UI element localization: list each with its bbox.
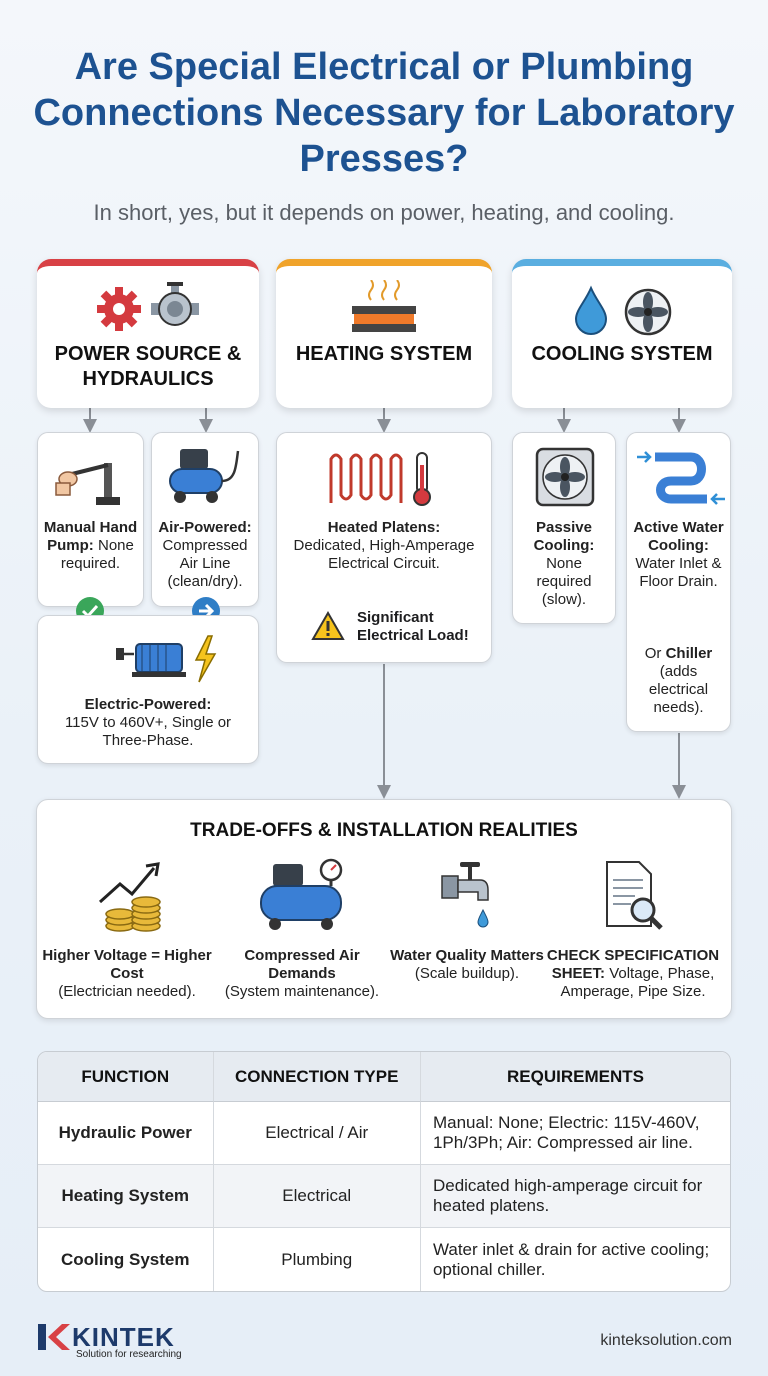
water-pipe-icon [635,447,727,509]
gear-pump-icon [37,280,259,338]
electric-motor-icon [112,632,222,688]
tradeoffs-panel [36,799,732,1019]
tradeoff-air [217,856,387,1001]
heated-plate-icon [276,280,492,338]
tradeoffs-title: TRADE-OFFS & INSTALLATION REALITIES [190,820,578,841]
requirements-table [37,1051,731,1292]
heated-title: Heated Platens: [327,519,441,536]
tradeoff-voltage-text: (Electrician needed). [58,983,196,1000]
electric-text: 115V to 460V+, Single or Three-Phase. [64,714,232,749]
card-passive-cooling [512,432,616,624]
cell-requirements: Manual: None; Electric: 115V-460V, 1Ph/3Ph; Air: Compressed air line. [420,1102,730,1165]
tradeoff-water-bold: Water Quality Matters [390,947,544,964]
hand-pump-icon [54,449,130,509]
category-heating [276,259,492,408]
card-air-powered [151,432,259,607]
tradeoff-spec-bold: CHECK SPECIFICATION SHEET: [546,947,720,982]
category-power [37,259,259,408]
chiller-bold: Chiller [665,645,713,662]
card-heated-platens [276,432,492,663]
brand-name: KINTEK [72,1322,175,1352]
header-function: FUNCTION [38,1052,213,1102]
active-title: Active Water Cooling: [633,519,724,554]
table-row [38,1228,730,1291]
chiller-prefix: Or [644,645,662,662]
cell-connection: Electrical [213,1165,420,1228]
cell-function: Cooling System [61,1249,190,1269]
table-row [38,1102,730,1165]
cell-requirements: Dedicated high-amperage circuit for heated platens. [420,1165,730,1228]
table-row [38,1165,730,1228]
tradeoff-water [382,856,552,983]
tradeoff-voltage [42,856,212,1001]
category-cooling [512,259,732,408]
fan-icon [535,447,595,507]
heating-element-icon [327,449,443,509]
card-electric-powered [37,615,259,764]
page-title: Are Special Electrical or Plumbing Connections Necessary for Laboratory Presses? [33,46,735,180]
passive-text: None required (slow). [536,555,592,608]
document-search-icon [543,856,723,936]
cell-connection: Electrical / Air [213,1102,420,1165]
cell-connection: Plumbing [213,1228,420,1291]
cell-function: Hydraulic Power [38,1102,213,1165]
header-connection-type: CONNECTION TYPE [213,1052,420,1102]
category-power-label: POWER SOURCE & HYDRAULICS [54,343,242,390]
page-subtitle: In short, yes, but it depends on power, heating, and cooling. [93,200,675,225]
chiller-text: (adds electrical needs). [648,663,709,716]
electric-title: Electric-Powered: [84,696,212,713]
manual-title: Manual Hand Pump: [43,519,138,554]
header-requirements: REQUIREMENTS [420,1052,730,1102]
category-heating-label: HEATING SYSTEM [295,343,473,365]
manual-text: None required. [60,537,134,572]
category-cooling-label: COOLING SYSTEM [531,343,713,365]
passive-title: Passive Cooling: [533,519,595,554]
card-manual-pump [37,432,144,607]
tradeoff-air-text: (System maintenance). [224,983,380,1000]
heated-warning: Significant Electrical Load! [357,609,469,644]
tradeoff-air-bold: Compressed Air Demands [244,947,360,982]
active-text: Water Inlet & Floor Drain. [635,555,722,590]
air-title: Air-Powered: [158,519,252,536]
faucet-icon [382,856,552,936]
brand-tagline: Solution for researching [76,1349,182,1360]
coins-chart-icon [42,856,212,936]
water-drop-fan-icon [512,280,732,338]
cell-function: Heating System [38,1165,213,1228]
air-text: Compressed Air Line (clean/dry). [162,537,248,590]
cell-requirements: Water inlet & drain for active cooling; optional chiller. [420,1228,730,1291]
tradeoff-spec-text: Voltage, Phase, Amperage, Pipe Size. [560,965,715,1000]
website-link[interactable]: kinteksolution.com [600,1332,732,1349]
tradeoff-water-text: (Scale buildup). [414,965,520,982]
tradeoff-spec [543,856,723,1001]
brand-logo [36,1322,236,1362]
compressor-gauge-icon [217,856,387,936]
kintek-logo-mark [36,1322,70,1352]
heated-text: Dedicated, High-Amperage Electrical Circuit. [293,537,475,572]
table-header-row [38,1052,730,1102]
air-compressor-icon [166,447,246,509]
tradeoff-voltage-bold: Higher Voltage = Higher Cost [42,947,212,982]
warning-icon [311,611,345,641]
card-active-water-cooling [626,432,731,732]
